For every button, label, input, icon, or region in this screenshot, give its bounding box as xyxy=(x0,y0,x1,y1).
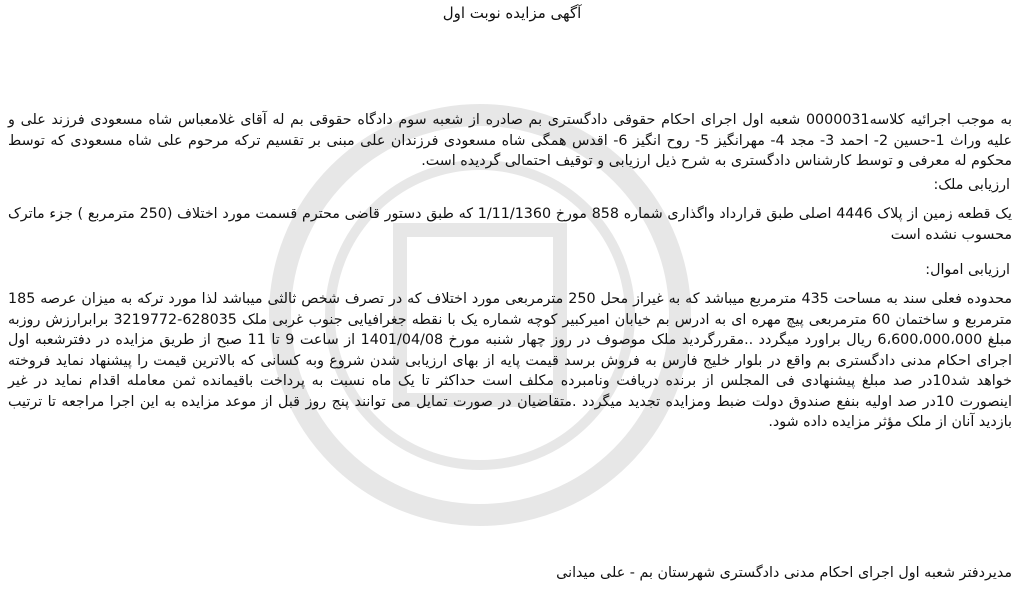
intro-paragraph: به موجب اجرائیه کلاسه0000031 شعبه اول اجرای احکام حقوقی دادگستری بم صادره از شعبه سوم دادگاه حقوقی بم له آقای غلامعباس شاه مسعودی فرزند علی و علیه وراث 1-حسین 2- احمد 3- مجد 4- مهرانگیز 5- روح انگیز 6- اقدس همگی شاه مسعودی فرزندان علی مبنی بر تقسیم ترکه مرحوم علی شاه مسعودی که توسط محکوم له معرفی و توسط کارشناس دادگستری به شرح ذیل ارزیابی و توقیف احتمالی گردیده است. xyxy=(8,112,1013,169)
property-paragraph: یک قطعه زمین از پلاک 4446 اصلی طبق قرارداد واگذاری شماره 858 مورخ 1/11/1360 که طبق دستور قاضی محترم قسمت مورد اختلاف (250 مترمربع ) جزء ماترک محسوب نشده است xyxy=(8,206,1012,243)
assets-heading: ارزیابی اموال: xyxy=(925,262,1010,278)
signature-line: مدیردفتر شعبه اول اجرای احکام مدنی دادگستری شهرستان بم - علی میدانی xyxy=(556,565,1012,581)
property-heading: ارزیابی ملک: xyxy=(933,177,1010,193)
page-title: آگهی مزایده نوبت اول xyxy=(442,4,582,22)
assets-paragraph: محدوده فعلی سند به مساحت 435 مترمربع میباشد که به غیراز محل 250 مترمربعی مورد اختلاف که در تصرف شخص ثالثی میباشد لذا مورد ترکه به میزان عرصه 185 مترمربع و ساختمان 60 مترمربعی پیچ مهره ای به ادرس بم خیابان امیرکبیر کوچه شماره یک با نقطه جغرافیایی جنوب غربی ملک 628035-3219772 برابرارزش روزبه مبلغ 6،600،000،000 ریال براورد میگردد ..مقررگردید ملک موصوف در روز چهار شنبه مورخ 1401/04/08 از ساعت 9 تا 11 صبح از طریق مزایده در دفترشعبه اول اجرای احکام مدنی دادگستری بم واقع در بلوار خلیج فارس به فروش برسد قیمت پایه از بهای ارزیابی شدن شروع وبه کسانی که بالاترین قیمت را پیشنهاد نماید فروخته خواهد شد10در صد مبلغ پیشنهادی فی المجلس از برنده دریافت ونامبرده مکلف است حداکثر تا یک ماه نسبت به پرداخت باقیمانده ثمن معامله اقدام نماید در غیر اینصورت 10در صد اولیه بنفع صندوق دولت ضبط ومزایده تجدید میگردد .متقاضیان در صورت تمایل می توانند پنج روز قبل از موعد مزایده به این اجرا مراجعه تا ترتیب بازدید آنان از ملک مؤثر مزایده داده شود. xyxy=(8,291,1013,430)
